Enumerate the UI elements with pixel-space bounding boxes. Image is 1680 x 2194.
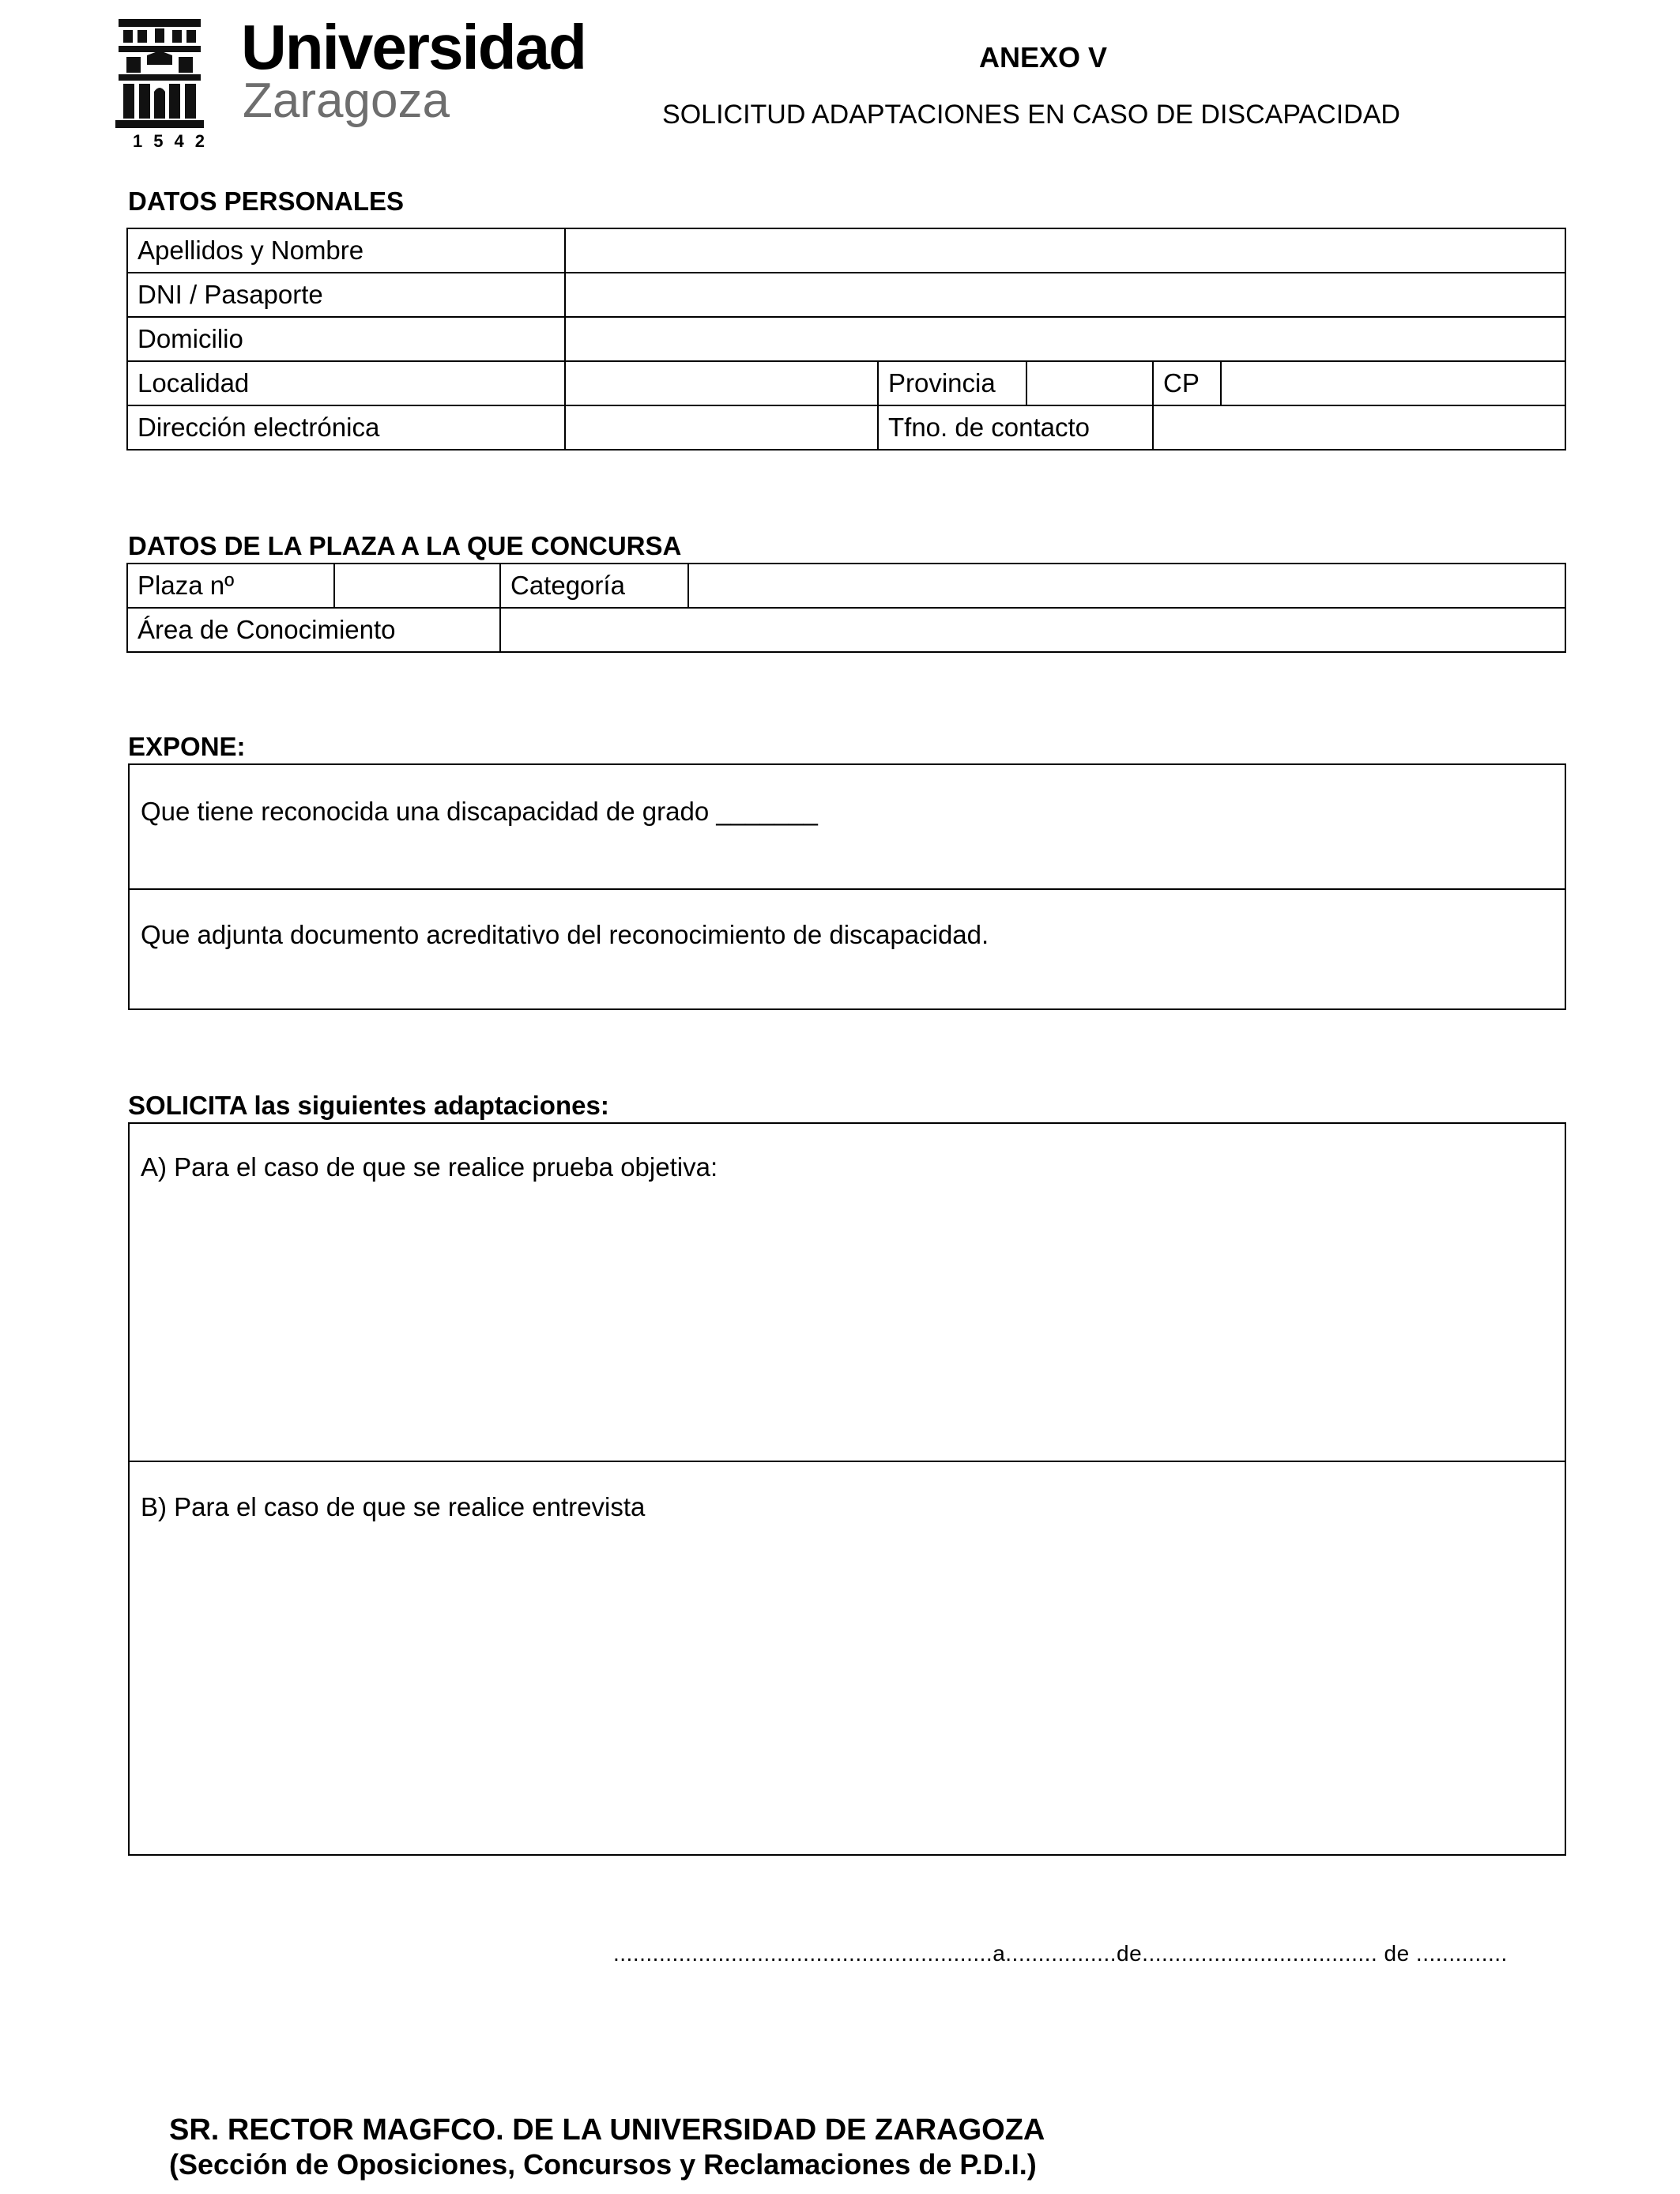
address-field[interactable] [565,317,1565,361]
town-label: Localidad [127,361,565,405]
states-row-2[interactable] [130,888,1565,1010]
date-place-line: ..........................................................a.................de.................................... de .............. [613,1941,1508,1966]
province-label: Provincia [878,361,1026,405]
logo-name-universidad: Universidad [241,12,586,82]
annex-title: ANEXO V [978,41,1108,74]
request-option-a-area[interactable] [130,1124,1565,1461]
phone-label: Tfno. de contacto [878,405,1153,450]
addressee-line2: (Sección de Oposiciones, Concursos y Reclamaciones de P.D.I.) [169,2148,1037,2181]
full-name-field[interactable] [565,228,1565,273]
table-row [127,361,1565,405]
states-disability-degree: Que tiene reconocida una discapacidad de grado _______ [141,797,818,826]
request-option-b-label: B) Para el caso de que se realice entrevista [141,1492,646,1521]
states-row-1[interactable] [130,765,1565,888]
logo-year: 1542 [133,131,216,151]
id-document-field[interactable] [565,273,1565,317]
addressee-line1: SR. RECTOR MAGFCO. DE LA UNIVERSIDAD DE ZARAGOZA [169,2113,1045,2147]
postal-code-field[interactable] [1221,361,1565,405]
category-label: Categoría [500,564,688,608]
postal-code-label: CP [1153,361,1221,405]
position-no-field[interactable] [334,564,500,608]
university-crest-icon [115,19,204,130]
province-field[interactable] [1026,361,1153,405]
table-row [127,405,1565,450]
town-field[interactable] [565,361,878,405]
table-row [127,228,1565,273]
email-field[interactable] [565,405,878,450]
phone-field[interactable] [1153,405,1565,450]
states-box [128,763,1566,1010]
logo-name-zaragoza: Zaragoza [243,74,450,128]
personal-data-heading: DATOS PERSONALES [128,187,404,216]
table-row [127,608,1565,652]
address-label: Domicilio [127,317,565,361]
category-field[interactable] [688,564,1565,608]
position-data-table [126,563,1566,653]
states-document-attached: Que adjunta documento acreditativo del reconocimiento de discapacidad. [141,920,989,949]
knowledge-area-label: Área de Conocimiento [127,608,500,652]
position-data-heading: DATOS DE LA PLAZA A LA QUE CONCURSA [128,531,682,560]
table-row [127,564,1565,608]
id-document-label: DNI / Pasaporte [127,273,565,317]
states-heading: EXPONE: [128,732,246,761]
request-option-b-area[interactable] [130,1461,1565,1856]
email-label: Dirección electrónica [127,405,565,450]
request-option-a-label: A) Para el caso de que se realice prueba objetiva: [141,1152,718,1182]
requests-heading: SOLICITA las siguientes adaptaciones: [128,1091,609,1120]
knowledge-area-field[interactable] [500,608,1565,652]
annex-subtitle: SOLICITUD ADAPTACIONES EN CASO DE DISCAPACIDAD [662,100,1400,130]
requests-box [128,1122,1566,1856]
personal-data-table [126,228,1566,450]
full-name-label: Apellidos y Nombre [127,228,565,273]
table-row [127,273,1565,317]
position-no-label: Plaza nº [127,564,334,608]
table-row [127,317,1565,361]
